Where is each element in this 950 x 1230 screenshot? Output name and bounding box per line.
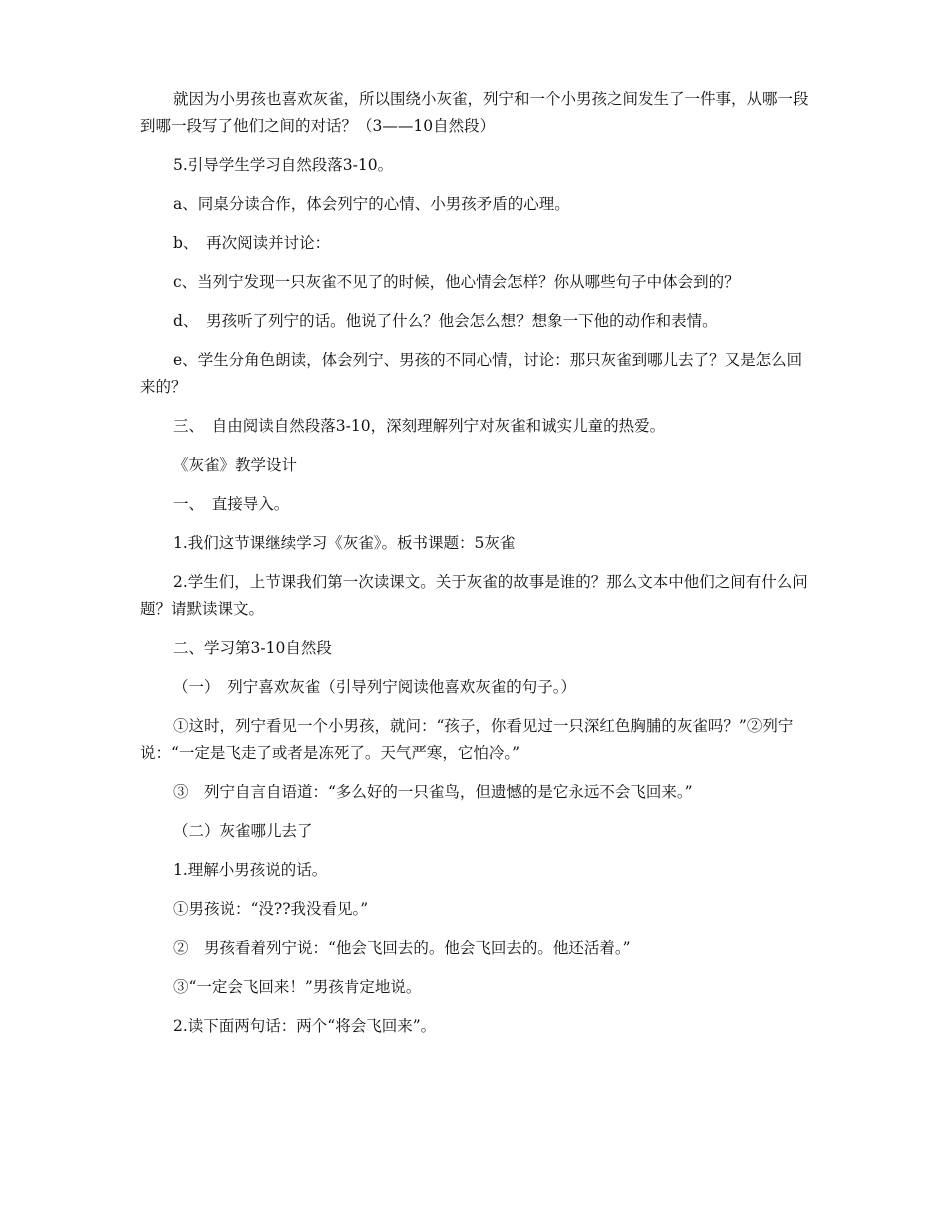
paragraph-boy-quote-3: ③“一定会飞回来！”男孩肯定地说。	[173, 978, 422, 996]
paragraph-quote-3: ③ 列宁自言自语道：“多么好的一只雀鸟，但遗憾的是它永远不会飞回来。”	[173, 783, 693, 801]
paragraph-step-1: 1.我们这节课继续学习《灰雀》。板书课题：5灰雀	[173, 534, 516, 552]
paragraph-boy-quote-1: ①男孩说：“没??我没看见。”	[173, 900, 369, 918]
paragraph-item-c: c、当列宁发现一只灰雀不见了的时候，他心情会怎样？你从哪些句子中体会到的？	[173, 273, 740, 291]
paragraph-intro-question: 就因为小男孩也喜欢灰雀，所以围绕小灰雀，列宁和一个小男孩之间发生了一件事，从哪一段到哪一段写了他们之间的对话？（3——10自然段）	[140, 90, 809, 135]
paragraph-step-2: 2.学生们，上节课我们第一次读课文。关于灰雀的故事是谁的？那么文本中他们之间有什么问题？请默读课文。	[140, 573, 808, 618]
paragraph-understand-boy: 1.理解小男孩说的话。	[173, 861, 328, 879]
paragraph-design-title: 《灰雀》教学设计	[173, 456, 298, 474]
paragraph-section-three: 三、 自由阅读自然段落3-10，深刻理解列宁对灰雀和诚实儿童的热爱。	[173, 417, 666, 435]
paragraph-read-two-sentences: 2.读下面两句话：两个“将会飞回来”。	[173, 1017, 437, 1035]
document-body	[140, 86, 814, 1052]
paragraph-item-a: a、同桌分读合作，体会列宁的心情、小男孩矛盾的心理。	[173, 195, 570, 213]
paragraph-subsection-two: （二）灰雀哪儿去了	[173, 822, 313, 840]
paragraph-section-one: 一、 直接导入。	[173, 495, 290, 513]
paragraph-boy-quote-2: ② 男孩看着列宁说：“他会飞回去的。他会飞回去的。他还活着。”	[173, 939, 631, 957]
paragraph-quote-1-2: ①这时，列宁看见一个小男孩，就问：“孩子，你看见过一只深红色胸脯的灰雀吗？”②列宁说：“一定是飞走了或者是冻死了。天气严寒，它怕冷。”	[140, 717, 794, 762]
paragraph-item-d: d、 男孩听了列宁的话。他说了什么？他会怎么想？想象一下他的动作和表情。	[173, 312, 718, 330]
paragraph-item-e: e、学生分角色朗读，体会列宁、男孩的不同心情，讨论：那只灰雀到哪儿去了？又是怎么回来的？	[140, 351, 803, 396]
paragraph-step-5: 5.引导学生学习自然段落3-10。	[173, 156, 394, 174]
paragraph-item-b: b、 再次阅读并讨论：	[173, 234, 331, 252]
paragraph-section-two: 二、学习第3-10自然段	[173, 639, 332, 657]
paragraph-subsection-one: （一） 列宁喜欢灰雀（引导列宁阅读他喜欢灰雀的句子。）	[173, 678, 577, 696]
